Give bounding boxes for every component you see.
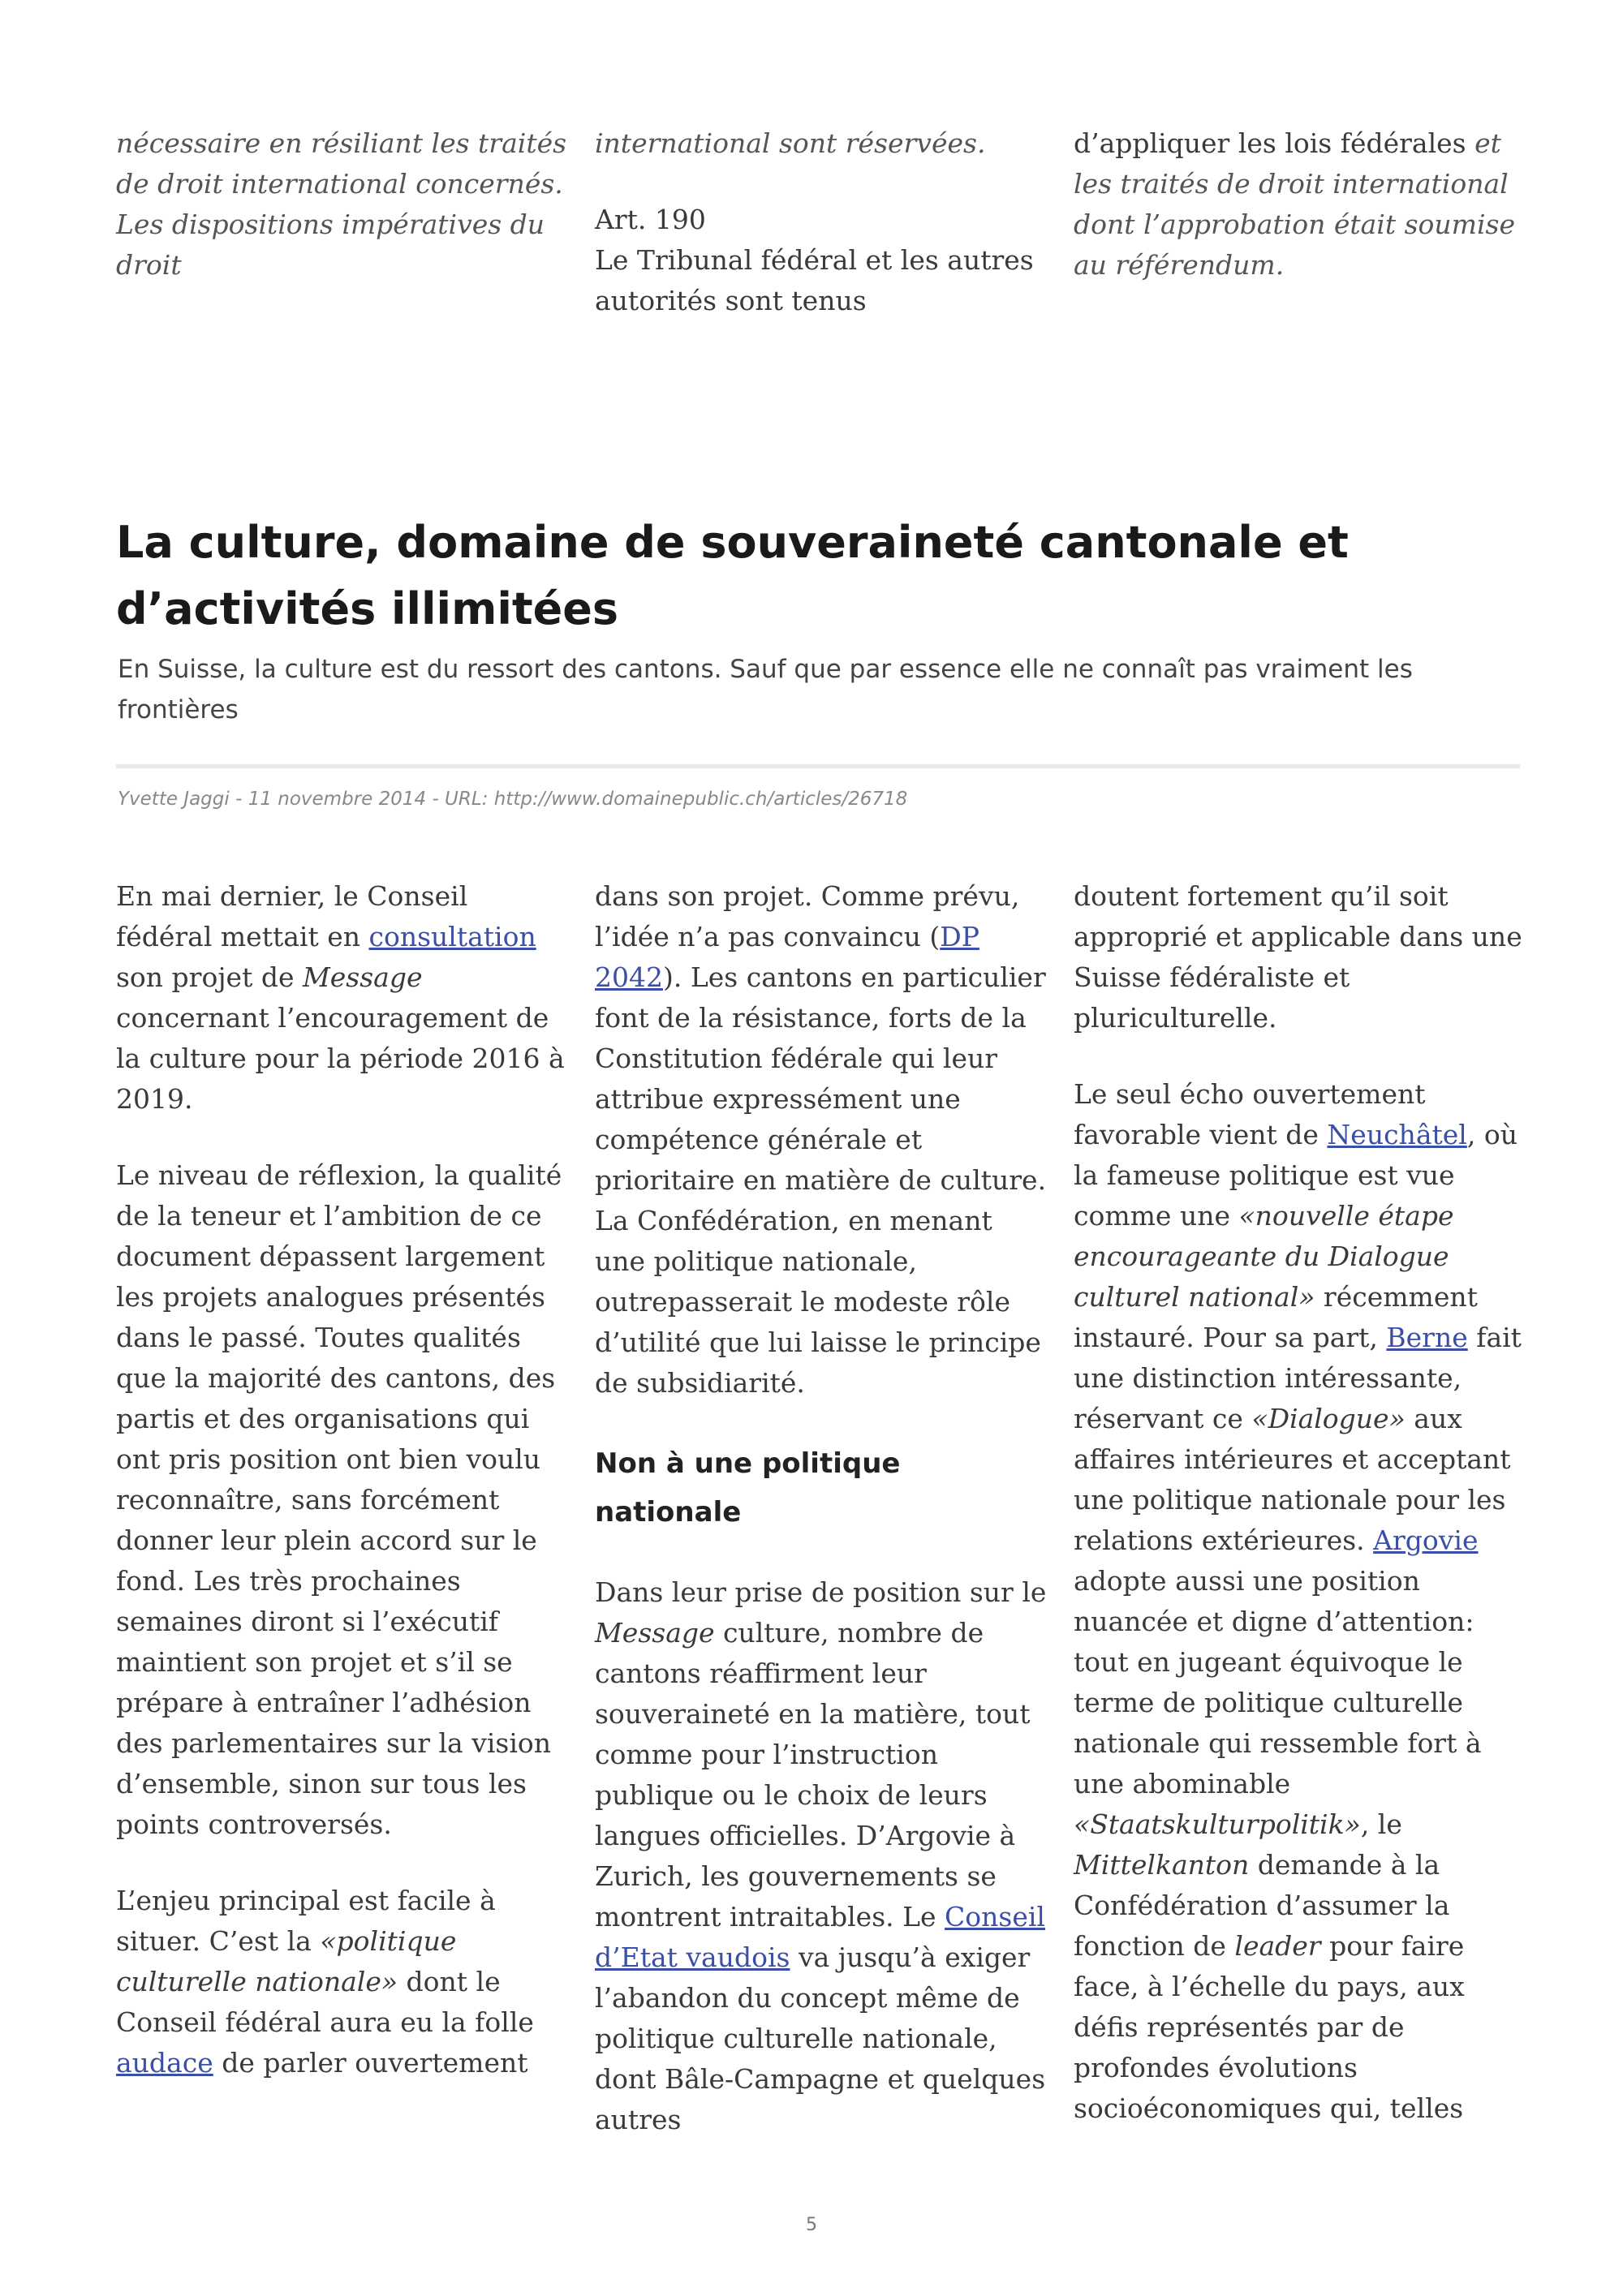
continuation-column-1 <box>116 123 570 286</box>
article-meta: Yvette Jaggi - 11 novembre 2014 - URL: http://www.domainepublic.ch/articles/26718 <box>118 789 908 810</box>
paragraph: Dans leur prise de position sur le Message culture, nombre de cantons réaffirment leur souveraineté en la matière, tout comme pour l’instruction publique ou le choix de leurs langues officielles. D’Argovie à Zurich, les gouvernements se montrent intraitables. Le Conseil d’Etat vaudois va jusqu’à exiger l’abandon du concept même de politique culturelle nationale, dont Bâle-Campagne et quelques autres <box>595 1576 1047 2135</box>
header-divider <box>116 764 1520 768</box>
body-column-2 <box>595 876 1049 2140</box>
argovie-link[interactable]: Argovie <box>1373 1524 1479 1556</box>
paragraph: En mai dernier, le Conseil fédéral mettait en consultation son projet de Message concernant l’encouragement de la culture pour la période 2016 à 2019. <box>116 880 565 1115</box>
paragraph: doutent fortement qu’il soit approprié et applicable dans une Suisse fédéraliste et pluriculturelle. <box>1074 880 1522 1034</box>
continuation-text: international sont réservées. <box>595 127 986 159</box>
paragraph: Le niveau de réflexion, la qualité de la teneur et l’ambition de ce document dépassent largement les projets analogues présentés dans le passé. Toutes qualités que la majorité des cantons, des partis et des organisations qui ont pris position ont bien voulu reconnaître, sans forcément donner leur plein accord sur le fond. Les très prochaines semaines diront si l’exécutif maintient son projet et s’il se prépare à entraîner l’adhésion des parlementaires sur la vision d’ensemble, sinon sur tous les points controversés. <box>116 1159 562 1840</box>
paragraph: dans son projet. Comme prévu, l’idée n’a pas convaincu (DP 2042). Les cantons en particulier font de la résistance, forts de la Constitution fédérale qui leur attribue expressément une compétence générale et prioritaire en matière de culture. La Confédération, en menant une politique nationale, outrepasserait le modeste rôle d’utilité que lui laisse le principe de subsidiarité. <box>595 880 1047 1399</box>
continuation-text: d’appliquer les lois fédérales et les traités de droit international dont l’approbation était soumise au référendum. <box>1074 127 1515 281</box>
continuation-column-3 <box>1074 123 1528 286</box>
continuation-column-2 <box>595 123 1049 321</box>
conseil-etat-vaudois-link[interactable]: Conseil d’Etat vaudois <box>595 1901 1045 1973</box>
paragraph: L’enjeu principal est facile à situer. C’est la «politique culturelle nationale» dont le Conseil fédéral aura eu la folle audace de parler ouvertement <box>116 1885 534 2079</box>
body-column-1 <box>116 876 570 2083</box>
audace-link[interactable]: audace <box>116 2047 213 2079</box>
article-text: Le Tribunal fédéral et les autres autorités sont tenus <box>595 244 1034 316</box>
article-number: Art. 190 <box>595 204 706 235</box>
section-heading: Non à une politique nationale <box>595 1447 901 1529</box>
article-title: La culture, domaine de souveraineté cantonale et d’activités illimitées <box>116 517 1349 634</box>
paragraph: Le seul écho ouvertement favorable vient de Neuchâtel, où la fameuse politique est vue comme une «nouvelle étape encourageante du Dialogue culturel national» récemment instauré. Pour sa part, Berne fait une distinction intéressante, réservant ce «Dialogue» aux affaires intérieures et acceptant une politique nationale pour les relations extérieures. Argovie adopte aussi une position nuancée et digne d’attention: tout en jugeant équivoque le terme de politique culturelle nationale qui ressemble fort à une abominable «Staatskulturpolitik», le Mittelkanton demande à la Confédération d’assumer la fonction de leader pour faire face, à l’échelle du pays, aux défis représentés par de profondes évolutions socioéconomiques qui, telles <box>1074 1078 1522 2124</box>
body-column-3 <box>1074 876 1528 2129</box>
page-number: 5 <box>806 2215 817 2235</box>
article-subtitle: En Suisse, la culture est du ressort des cantons. Sauf que par essence elle ne connaît pas vraiment les frontières <box>118 655 1413 724</box>
consultation-link[interactable]: consultation <box>368 921 536 952</box>
neuchatel-link[interactable]: Neuchâtel <box>1327 1119 1467 1150</box>
berne-link[interactable]: Berne <box>1386 1322 1468 1353</box>
dp-2042-link[interactable]: DP 2042 <box>595 921 979 993</box>
continuation-text: nécessaire en résiliant les traités de droit international concernés. Les dispositions impératives du droit <box>116 127 567 281</box>
article-190 <box>595 200 1049 321</box>
